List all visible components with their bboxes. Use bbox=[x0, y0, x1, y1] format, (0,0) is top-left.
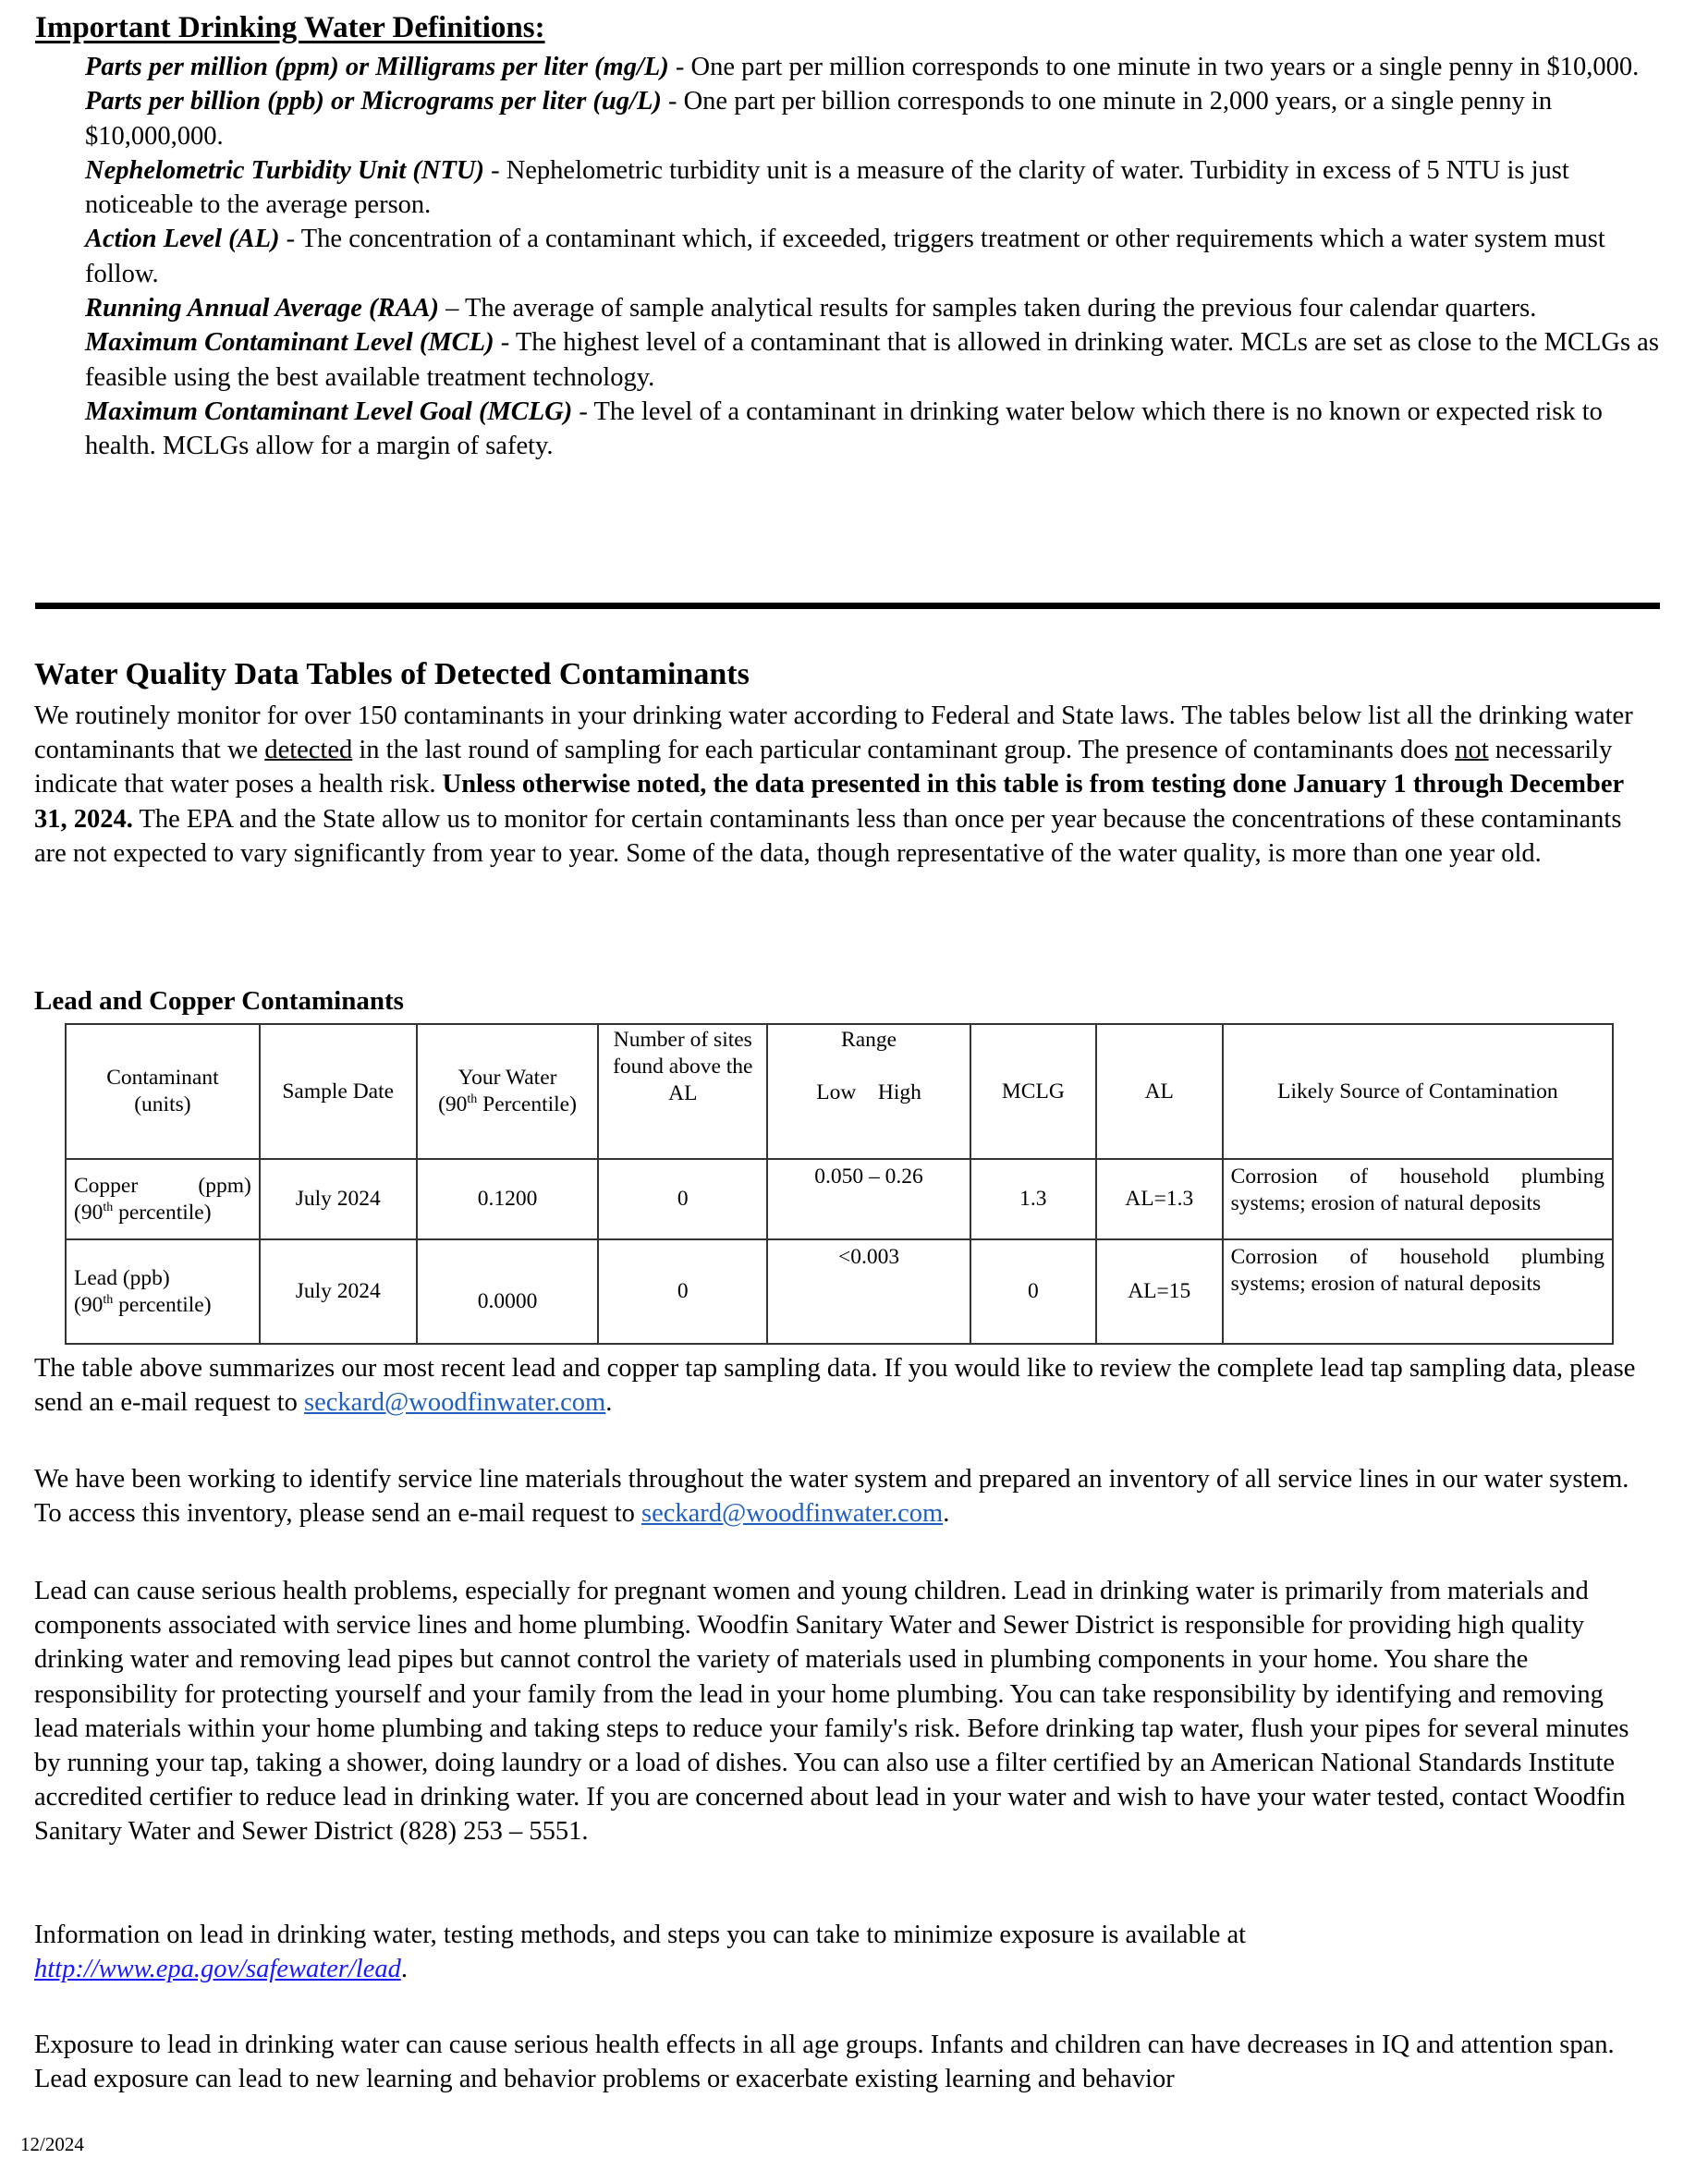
section-intro: We routinely monitor for over 150 contaminants in your drinking water according to Federal and State laws. The tables below list all the drinking water contaminants that we detected in the last round of sampling for each particular contaminant group. The presence of contaminants does not necessarily indicate that water poses a health risk. Unless otherwise noted, the data presented in this table is from testing done January 1 through December 31, 2024. The EPA and the State allow us to monitor for certain contaminants less than once per year because the concentrations of these contaminants are not expected to vary significantly from year to year. Some of the data, though representative of the water quality, is more than one year old. bbox=[34, 701, 1633, 868]
definition-item: Maximum Contaminant Level Goal (MCLG) - The level of a contaminant in drinking water below which there is no known or expected risk to health. MCLGs allow for a margin of safety. bbox=[85, 396, 1603, 461]
definition-term: Maximum Contaminant Level Goal (MCLG) bbox=[85, 396, 573, 426]
definition-text: One part per million corresponds to one minute in two years or a single penny in $10,000. bbox=[690, 53, 1640, 81]
header-your-water: Your Water (90th Percentile) bbox=[417, 1024, 599, 1159]
definition-text: Nephelometric turbidity unit is a measure of the clarity of water. Turbidity in excess of 5 NTU is just noticeable to the average person. bbox=[85, 155, 1569, 220]
definition-term: Parts per million (ppm) or Milligrams per liter (mg/L) bbox=[85, 53, 669, 81]
summary-email-link[interactable]: seckard@woodfinwater.com bbox=[304, 1388, 606, 1418]
summary-paragraph: The table above summarizes our most recent lead and copper tap sampling data. If you would like to review the complete lead tap sampling data, please send an e-mail request to seckard@woodfinwater.com. bbox=[34, 1354, 1636, 1418]
cell-sample-date: July 2024 bbox=[260, 1159, 417, 1239]
cell-contaminant: Lead (ppb) (90th percentile) bbox=[66, 1239, 260, 1344]
header-mclg: MCLG bbox=[970, 1024, 1096, 1159]
definition-term: Maximum Contaminant Level (MCL) bbox=[85, 328, 494, 358]
table-row-copper bbox=[66, 1159, 1613, 1239]
cell-sample-date: July 2024 bbox=[260, 1239, 417, 1344]
definition-item: Nephelometric Turbidity Unit (NTU) - Nephelometric turbidity unit is a measure of the clarity of water. Turbidity in excess of 5 NTU is just noticeable to the average person. bbox=[85, 155, 1569, 220]
lead-copper-title: Lead and Copper Contaminants bbox=[34, 986, 404, 1016]
cell-al: AL=1.3 bbox=[1096, 1159, 1223, 1239]
table-row-lead bbox=[66, 1239, 1613, 1344]
epa-lead-link[interactable]: http://www.epa.gov/safewater/lead bbox=[34, 1955, 401, 1984]
section-title: Water Quality Data Tables of Detected Contaminants bbox=[34, 657, 750, 691]
cell-sites-above-al: 0 bbox=[598, 1239, 767, 1344]
table-header-row bbox=[66, 1024, 1613, 1159]
header-contaminant: Contaminant (units) bbox=[66, 1024, 260, 1159]
header-sample-date: Sample Date bbox=[260, 1024, 417, 1159]
definitions-title: Important Drinking Water Definitions: bbox=[35, 11, 545, 44]
cell-mclg: 0 bbox=[970, 1239, 1096, 1344]
header-range-high: High bbox=[877, 1080, 921, 1104]
inventory-email-link[interactable]: seckard@woodfinwater.com bbox=[641, 1499, 944, 1529]
health-paragraph: Lead can cause serious health problems, especially for pregnant women and young children. Lead in drinking water is primarily from materials and components associated with service lines and home plumbing. Woodfin Sanitary Water and Sewer District is responsible for providing high quality drinking water and removing lead pipes but cannot control the variety of materials used in plumbing components in your home. You share the responsibility for protecting yourself and your family from the lead in your home plumbing. You can take responsibility by identifying and removing lead materials within your home plumbing and taking steps to reduce your family's risk. Before drinking tap water, flush your pipes for several minutes by running your tap, taking a shower, doing laundry or a load of dishes. You can also use a filter certified by an American National Standards Institute accredited certifier to reduce lead in drinking water. If you are concerned about lead in your water and wish to have your water tested, contact Woodfin Sanitary Water and Sewer District (828) 253 – 5551. bbox=[34, 1577, 1629, 1847]
cell-sites-above-al: 0 bbox=[598, 1159, 767, 1239]
section-divider bbox=[35, 603, 1660, 609]
cell-al: AL=15 bbox=[1096, 1239, 1223, 1344]
definition-text: One part per billion corresponds to one minute in 2,000 years, or a single penny in $10,000,000. bbox=[85, 87, 1553, 151]
definition-text: The level of a contaminant in drinking water below which there is no known or expected risk to health. MCLGs allow for a margin of safety. bbox=[85, 396, 1603, 461]
cell-your-water: 0.1200 bbox=[417, 1159, 599, 1239]
emphasis-detected: detected bbox=[264, 736, 353, 765]
header-sites-above-al: Number of sites found above the AL bbox=[598, 1024, 767, 1159]
definition-term: Action Level (AL) bbox=[85, 225, 280, 254]
definition-item: Parts per billion (ppb) or Micrograms per liter (ug/L) - One part per billion corresponds to one minute in 2,000 years, or a single penny in $10,000,000. bbox=[85, 87, 1553, 151]
info-paragraph: Information on lead in drinking water, testing methods, and steps you can take to minimize exposure is available at http://www.epa.gov/safewater/lead. bbox=[34, 1921, 1247, 1984]
definition-item: Running Annual Average (RAA) – The average of sample analytical results for samples taken during the previous four calendar quarters. bbox=[85, 294, 1537, 323]
emphasis-not: not bbox=[1455, 736, 1489, 765]
header-source: Likely Source of Contamination bbox=[1223, 1024, 1613, 1159]
exposure-paragraph: Exposure to lead in drinking water can cause serious health effects in all age groups. Infants and children can have decreases in IQ and attention span. Lead exposure can lead to new learning and behavior problems or exacerbate existing learning and behavior bbox=[34, 2031, 1615, 2094]
definition-term: Running Annual Average (RAA) bbox=[85, 294, 440, 323]
cell-source: Corrosion of household plumbing systems; erosion of natural deposits bbox=[1223, 1159, 1613, 1239]
definitions-list bbox=[85, 50, 1675, 464]
cell-source: Corrosion of household plumbing systems; erosion of natural deposits bbox=[1223, 1239, 1613, 1344]
testing-period-note: Unless otherwise noted, the data presented in this table is from testing done January 1 through December 31, 2024. bbox=[34, 770, 1624, 834]
definition-term: Nephelometric Turbidity Unit (NTU) bbox=[85, 155, 484, 185]
definition-text: The average of sample analytical results for samples taken during the previous four calendar quarters. bbox=[465, 294, 1537, 323]
cell-mclg: 1.3 bbox=[970, 1159, 1096, 1239]
inventory-paragraph: We have been working to identify service line materials throughout the water system and prepared an inventory of all service lines in our water system. To access this inventory, please send an e-mail request to seckard@woodfinwater.com. bbox=[34, 1465, 1629, 1529]
cell-contaminant: Copper (ppm) (90th percentile) bbox=[66, 1159, 260, 1239]
cell-your-water: 0.0000 bbox=[417, 1239, 599, 1344]
cell-range: <0.003 bbox=[767, 1239, 970, 1344]
definition-text: The highest level of a contaminant that is allowed in drinking water. MCLs are set as close to the MCLGs as feasible using the best available treatment technology. bbox=[85, 328, 1659, 392]
footer-date: 12/2024 bbox=[20, 2133, 84, 2155]
definition-text: The concentration of a contaminant which, if exceeded, triggers treatment or other requirements which a water system must follow. bbox=[85, 225, 1605, 288]
lead-copper-table bbox=[65, 1023, 1614, 1345]
definition-term: Parts per billion (ppb) or Micrograms per liter (ug/L) bbox=[85, 87, 662, 116]
header-al: AL bbox=[1096, 1024, 1223, 1159]
header-range: Range Low High bbox=[767, 1024, 970, 1159]
header-range-low: Low bbox=[816, 1080, 857, 1104]
definition-item: Parts per million (ppm) or Milligrams per liter (mg/L) - One part per million corresponds to one minute in two years or a single penny in $10,000. bbox=[85, 53, 1640, 81]
cell-range: 0.050 – 0.26 bbox=[767, 1159, 970, 1239]
definition-item: Action Level (AL) - The concentration of a contaminant which, if exceeded, triggers treatment or other requirements which a water system must follow. bbox=[85, 225, 1605, 288]
definition-item: Maximum Contaminant Level (MCL) - The highest level of a contaminant that is allowed in drinking water. MCLs are set as close to the MCLGs as feasible using the best available treatment technology. bbox=[85, 328, 1659, 392]
